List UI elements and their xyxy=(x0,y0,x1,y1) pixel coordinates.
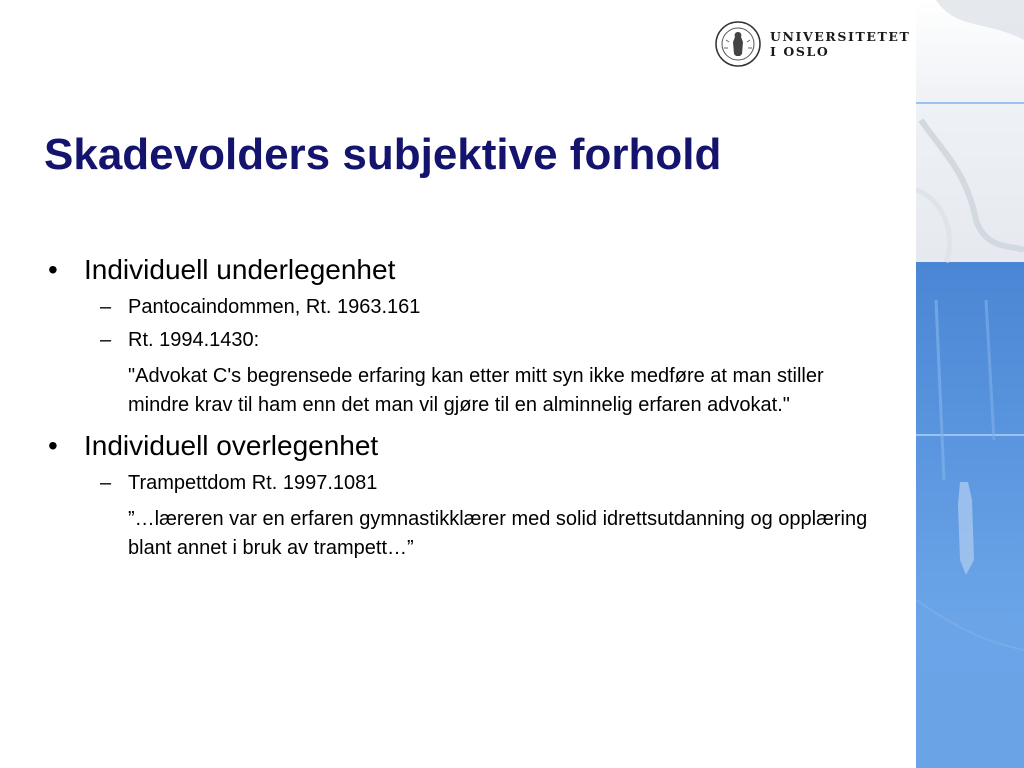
sub-bullet-text: Pantocaindommen, Rt. 1963.161 xyxy=(128,296,421,318)
logo-line-1: UNIVERSITETET xyxy=(770,29,911,44)
dash-icon: – xyxy=(100,472,112,494)
sculpture-illustration xyxy=(916,0,1024,768)
university-seal-icon xyxy=(714,20,762,68)
decorative-side-band xyxy=(916,0,1024,768)
slide-content xyxy=(44,254,904,573)
university-name xyxy=(770,29,910,59)
logo-line-2: I OSLO xyxy=(770,44,830,59)
sub-bullet-text: Trampettdom Rt. 1997.1081 xyxy=(128,472,378,494)
sub-bullet-text: Rt. 1994.1430: xyxy=(128,329,260,351)
dash-icon: – xyxy=(100,296,112,318)
bullet-item xyxy=(44,430,904,462)
slide-title: Skadevolders subjektive forhold xyxy=(44,130,722,179)
quote-text: ”…læreren var en erfaren gymnastikklærer med solid idrettsutdanning og opplæring blant annet i bruk av trampett…” xyxy=(128,508,868,559)
sub-bullet-item xyxy=(100,472,904,495)
sub-bullet-item xyxy=(100,329,904,352)
bullet-text: Individuell underlegenhet xyxy=(84,254,396,285)
bullet-dot-icon: • xyxy=(48,254,58,285)
dash-icon: – xyxy=(100,329,112,351)
bullet-item xyxy=(44,254,904,286)
bullet-text: Individuell overlegenhet xyxy=(84,430,379,461)
bullet-dot-icon: • xyxy=(48,430,58,461)
university-logo xyxy=(714,20,910,68)
quote-text: "Advokat C's begrensede erfaring kan etter mitt syn ikke medføre at man stiller mindre krav til ham enn det man vil gjøre til en alminnelig erfaren advokat." xyxy=(128,365,824,416)
sub-bullet-item xyxy=(100,296,904,319)
